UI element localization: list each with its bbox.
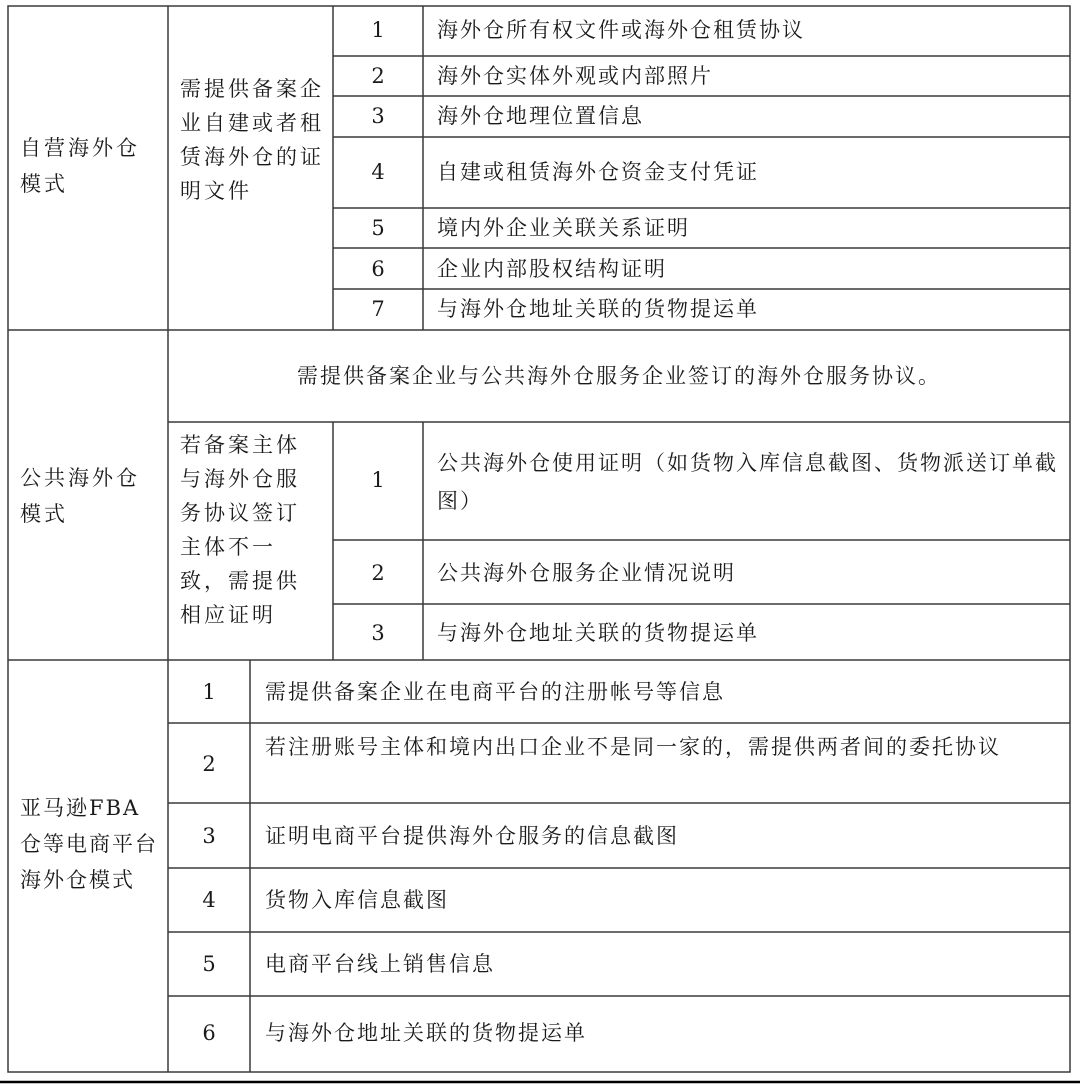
section-3-row-6-number: 6: [202, 1021, 216, 1045]
section-1-row-7-number: 7: [371, 297, 385, 321]
section-1-row-5-text: 境内外企业关联关系证明: [437, 216, 690, 240]
section-1-row-1-number: 1: [371, 18, 385, 42]
section-2-row-3-text: 与海外仓地址关联的货物提运单: [437, 621, 759, 645]
section-1-row-6-text: 企业内部股权结构证明: [437, 257, 667, 281]
section-3-row-1-text: 需提供备案企业在电商平台的注册帐号等信息: [265, 680, 725, 704]
section-1-row-3-text: 海外仓地理位置信息: [437, 104, 644, 128]
section-2-row-1-number: 1: [371, 468, 385, 492]
section-3-mode-label: 亚马逊FBA仓等电商平台海外仓模式: [20, 796, 158, 892]
section-1-row-2-text: 海外仓实体外观或内部照片: [437, 64, 713, 88]
section-2-mode-label: 公共海外仓模式: [20, 466, 140, 526]
section-3-row-6-text: 与海外仓地址关联的货物提运单: [265, 1021, 587, 1045]
section-1-row-1-text: 海外仓所有权文件或海外仓租赁协议: [437, 18, 805, 42]
section-1-row-3-number: 3: [371, 104, 385, 128]
section-1-mode-label: 自营海外仓模式: [20, 136, 140, 196]
section-3-row-3-text: 证明电商平台提供海外仓服务的信息截图: [265, 824, 679, 848]
section-1-row-4-number: 4: [371, 160, 385, 184]
section-2-row-1-text: 公共海外仓使用证明（如货物入库信息截图、货物派送订单截图）: [437, 451, 1058, 513]
section-3-row-2-text: 若注册账号主体和境内出口企业不是同一家的，需提供两者间的委托协议: [265, 735, 1001, 759]
section-1-row-5-number: 5: [371, 216, 385, 240]
section-2-row-3-number: 3: [371, 621, 385, 645]
section-1-row-2-number: 2: [371, 64, 385, 88]
section-2-banner: 需提供备案企业与公共海外仓服务企业签订的海外仓服务协议。: [297, 364, 941, 388]
section-1-row-4-text: 自建或租赁海外仓资金支付凭证: [437, 160, 759, 184]
section-3-row-5-number: 5: [202, 952, 216, 976]
section-3-row-1-number: 1: [202, 680, 216, 704]
section-1-row-7-text: 与海外仓地址关联的货物提运单: [437, 297, 759, 321]
section-3-row-5-text: 电商平台线上销售信息: [265, 952, 495, 976]
section-2-row-2-text: 公共海外仓服务企业情况说明: [437, 561, 736, 585]
section-2-row-2-number: 2: [371, 561, 385, 585]
section-3-row-4-text: 货物入库信息截图: [265, 888, 449, 912]
section-3-row-3-number: 3: [202, 824, 216, 848]
section-1-subheader: 需提供备案企业自建或者租赁海外仓的证明文件: [180, 77, 324, 203]
section-3-row-4-number: 4: [202, 888, 216, 912]
section-2-subheader: 若备案主体与海外仓服务协议签订主体不一致，需提供相应证明: [180, 433, 300, 627]
section-3-row-2-number: 2: [202, 752, 216, 776]
section-1-row-6-number: 6: [371, 257, 385, 281]
